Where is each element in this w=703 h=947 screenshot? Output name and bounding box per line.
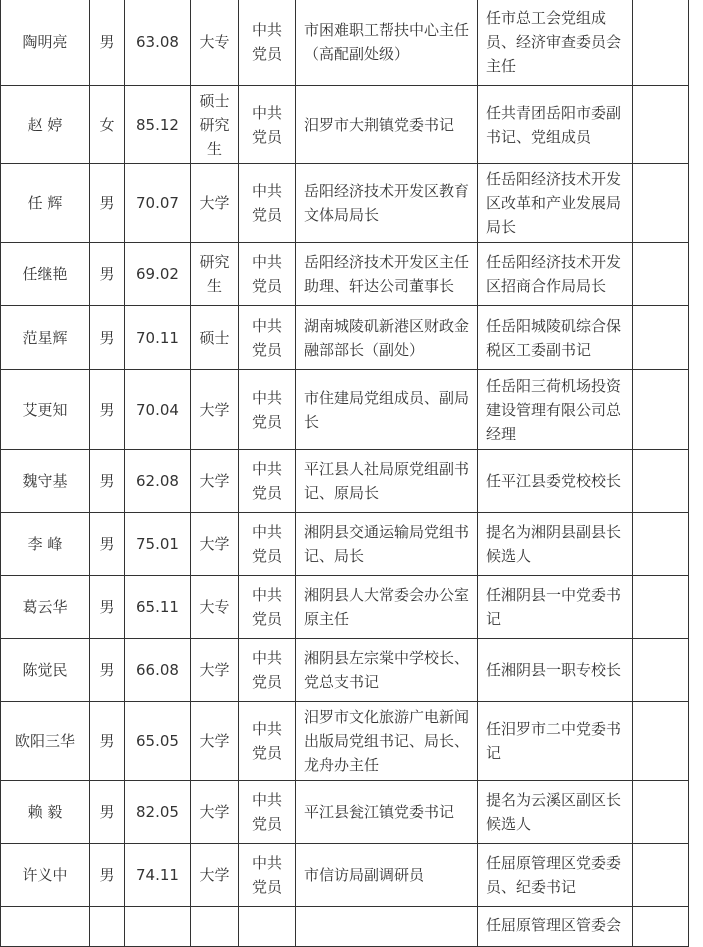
party-cell: 中共党员 [239,164,296,243]
party-cell: 中共党员 [239,702,296,781]
notes-cell [633,370,689,450]
education-cell: 硕士 [191,306,239,370]
party-cell: 中共党员 [239,243,296,306]
birth-cell: 65.05 [125,702,191,781]
gender-cell: 男 [90,370,125,450]
party-cell: 中共党员 [239,639,296,702]
table-row [1,639,689,702]
birth-cell: 66.08 [125,639,191,702]
notes-cell [633,0,689,86]
notes-cell [633,639,689,702]
gender-cell: 男 [90,702,125,781]
current-post-cell: 市困难职工帮扶中心主任（高配副处级） [296,0,478,86]
gender-cell: 女 [90,86,125,164]
proposed-post-cell: 任市总工会党组成员、经济审查委员会主任 [478,0,633,86]
name-cell: 陈觉民 [1,639,90,702]
table-row [1,306,689,370]
party-cell: 中共党员 [239,844,296,907]
birth-cell: 85.12 [125,86,191,164]
table-body [1,0,689,947]
current-post-cell: 平江县瓮江镇党委书记 [296,781,478,844]
gender-cell: 男 [90,0,125,86]
party-cell: 中共党员 [239,450,296,513]
proposed-post-cell: 任屈原管理区党委委员、纪委书记 [478,844,633,907]
name-cell: 赵 婷 [1,86,90,164]
gender-cell: 男 [90,243,125,306]
table-row [1,243,689,306]
name-cell: 艾更知 [1,370,90,450]
table-row [1,513,689,576]
education-cell: 大学 [191,513,239,576]
proposed-post-cell: 任汨罗市二中党委书记 [478,702,633,781]
table-row [1,450,689,513]
notes-cell [633,907,689,947]
table-row [1,844,689,907]
name-cell: 任继艳 [1,243,90,306]
education-cell: 大学 [191,370,239,450]
education-cell: 大学 [191,702,239,781]
current-post-cell: 岳阳经济技术开发区主任助理、轩达公司董事长 [296,243,478,306]
birth-cell: 70.11 [125,306,191,370]
birth-cell: 65.11 [125,576,191,639]
party-cell [239,907,296,947]
current-post-cell [296,907,478,947]
name-cell [1,907,90,947]
education-cell: 大专 [191,0,239,86]
current-post-cell: 湘阴县交通运输局党组书记、局长 [296,513,478,576]
current-post-cell: 平江县人社局原党组副书记、原局长 [296,450,478,513]
notes-cell [633,450,689,513]
party-cell: 中共党员 [239,576,296,639]
proposed-post-cell: 任共青团岳阳市委副书记、党组成员 [478,86,633,164]
name-cell: 欧阳三华 [1,702,90,781]
notes-cell [633,243,689,306]
proposed-post-cell: 任湘阴县一职专校长 [478,639,633,702]
gender-cell: 男 [90,576,125,639]
name-cell: 范星辉 [1,306,90,370]
current-post-cell: 湘阴县人大常委会办公室原主任 [296,576,478,639]
party-cell: 中共党员 [239,306,296,370]
proposed-post-cell: 任岳阳经济技术开发区改革和产业发展局局长 [478,164,633,243]
proposed-post-cell: 任岳阳三荷机场投资建设管理有限公司总经理 [478,370,633,450]
gender-cell: 男 [90,164,125,243]
education-cell: 大学 [191,450,239,513]
table-row [1,370,689,450]
current-post-cell: 汨罗市文化旅游广电新闻出版局党组书记、局长、龙舟办主任 [296,702,478,781]
proposed-post-cell: 任平江县委党校校长 [478,450,633,513]
name-cell: 赖 毅 [1,781,90,844]
notes-cell [633,781,689,844]
birth-cell [125,907,191,947]
proposed-post-cell: 任屈原管理区管委会 [478,907,633,947]
proposed-post-cell: 任岳阳城陵矶综合保税区工委副书记 [478,306,633,370]
gender-cell: 男 [90,306,125,370]
birth-cell: 70.07 [125,164,191,243]
education-cell: 大学 [191,164,239,243]
education-cell: 研究生 [191,243,239,306]
birth-cell: 74.11 [125,844,191,907]
notes-cell [633,576,689,639]
birth-cell: 69.02 [125,243,191,306]
current-post-cell: 市信访局副调研员 [296,844,478,907]
gender-cell: 男 [90,844,125,907]
name-cell: 许义中 [1,844,90,907]
gender-cell: 男 [90,513,125,576]
notes-cell [633,164,689,243]
birth-cell: 70.04 [125,370,191,450]
current-post-cell: 湘阴县左宗棠中学校长、党总支书记 [296,639,478,702]
notes-cell [633,86,689,164]
birth-cell: 62.08 [125,450,191,513]
name-cell: 陶明亮 [1,0,90,86]
current-post-cell: 市住建局党组成员、副局长 [296,370,478,450]
gender-cell: 男 [90,450,125,513]
name-cell: 魏守基 [1,450,90,513]
party-cell: 中共党员 [239,513,296,576]
proposed-post-cell: 任岳阳经济技术开发区招商合作局局长 [478,243,633,306]
proposed-post-cell: 提名为云溪区副区长候选人 [478,781,633,844]
table-row [1,86,689,164]
proposed-post-cell: 任湘阴县一中党委书记 [478,576,633,639]
party-cell: 中共党员 [239,0,296,86]
notes-cell [633,513,689,576]
birth-cell: 82.05 [125,781,191,844]
notes-cell [633,306,689,370]
gender-cell [90,907,125,947]
table-row [1,781,689,844]
gender-cell: 男 [90,639,125,702]
table-row [1,702,689,781]
current-post-cell: 岳阳经济技术开发区教育文体局局长 [296,164,478,243]
notes-cell [633,844,689,907]
party-cell: 中共党员 [239,370,296,450]
name-cell: 李 峰 [1,513,90,576]
party-cell: 中共党员 [239,781,296,844]
birth-cell: 75.01 [125,513,191,576]
current-post-cell: 湖南城陵矶新港区财政金融部部长（副处） [296,306,478,370]
table-row [1,0,689,86]
gender-cell: 男 [90,781,125,844]
party-cell: 中共党员 [239,86,296,164]
table-row [1,164,689,243]
table-row-partial [1,907,689,947]
birth-cell: 63.08 [125,0,191,86]
education-cell: 大学 [191,844,239,907]
notes-cell [633,702,689,781]
education-cell: 硕士研究生 [191,86,239,164]
name-cell: 葛云华 [1,576,90,639]
education-cell: 大专 [191,576,239,639]
education-cell: 大学 [191,781,239,844]
name-cell: 任 辉 [1,164,90,243]
table-row [1,576,689,639]
proposed-post-cell: 提名为湘阴县副县长候选人 [478,513,633,576]
education-cell [191,907,239,947]
education-cell: 大学 [191,639,239,702]
current-post-cell: 汨罗市大荆镇党委书记 [296,86,478,164]
